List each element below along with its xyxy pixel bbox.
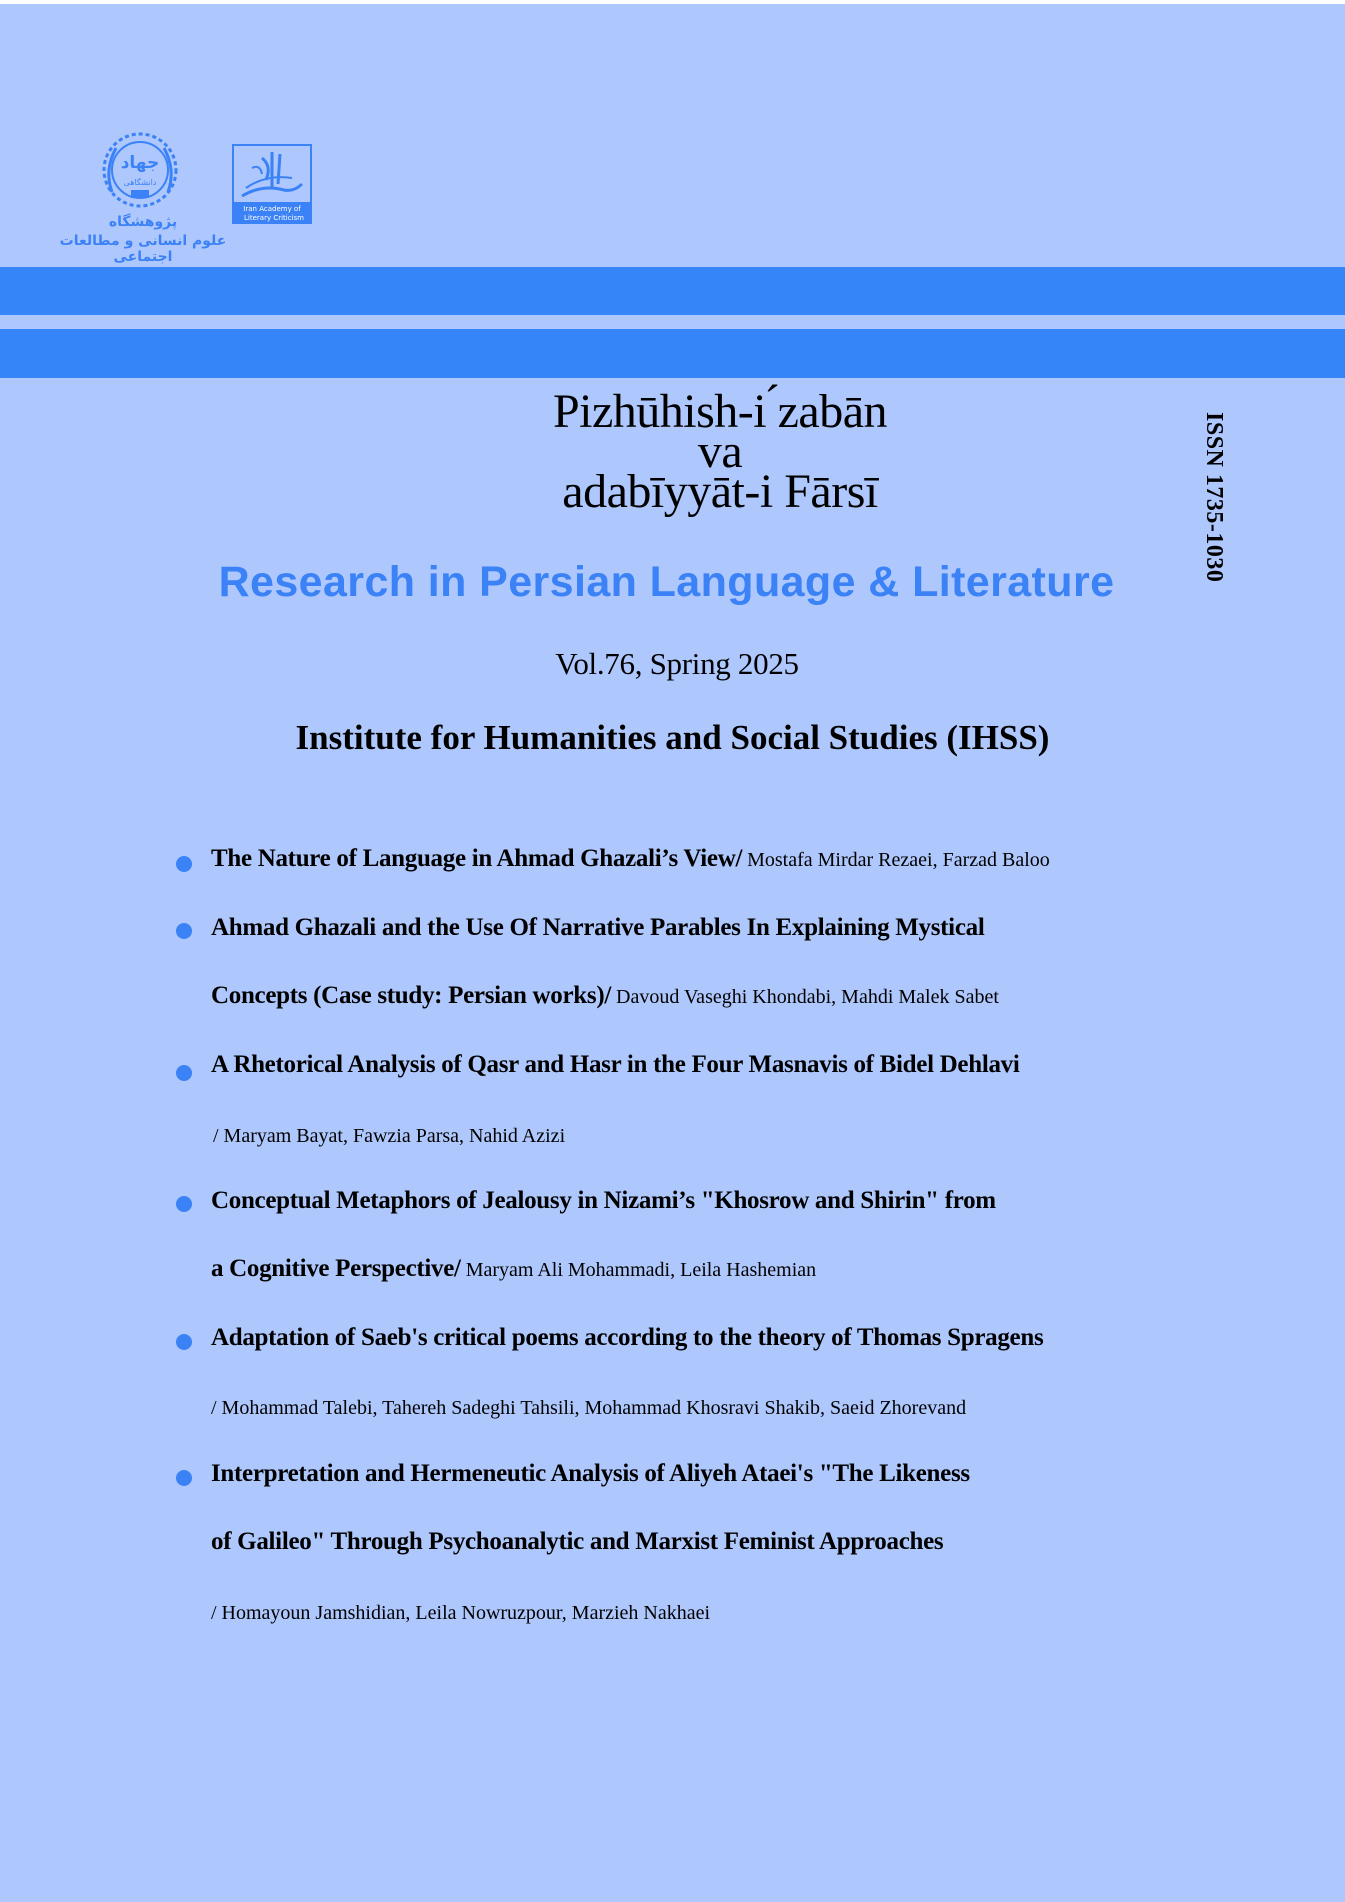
article-title-cont: of Galileo" Through Psychoanalytic and Marxist Feminist Approaches [211, 1528, 944, 1555]
institute-logo [48, 126, 238, 265]
article-authors: / Maryam Bayat, Fawzia Parsa, Nahid Azizi [213, 1125, 566, 1147]
bullet-icon [176, 1334, 192, 1350]
bullet-icon [176, 1196, 192, 1212]
academy-emblem-icon [232, 144, 312, 224]
emblem-word: جهاد [120, 153, 160, 173]
article-1[interactable] [211, 845, 1050, 873]
article-3[interactable] [211, 1051, 1020, 1079]
article-title: A Rhetorical Analysis of Qasr and Hasr in the Four Masnavis of Bidel Dehlavi [211, 1051, 1020, 1078]
journal-title [0, 558, 1345, 607]
article-4-cont[interactable] [211, 1255, 816, 1283]
top-edge [0, 0, 1345, 4]
article-authors: Davoud Vaseghi Khondabi, Mahdi Malek Sabet [611, 986, 999, 1008]
header-band-top [0, 267, 1345, 315]
emblem-sub: دانشگاهی [123, 178, 157, 187]
article-6-authors[interactable] [211, 1598, 710, 1626]
article-5[interactable] [211, 1324, 1043, 1352]
article-title: Conceptual Metaphors of Jealousy in Nizami’s "Khosrow and Shirin" from [211, 1187, 996, 1214]
bullet-icon [176, 1470, 192, 1486]
bullet-icon [176, 856, 192, 872]
article-title: Ahmad Ghazali and the Use Of Narrative Parables In Explaining Mystical [211, 914, 985, 941]
institute-name-line1: پژوهشگاه [108, 214, 178, 230]
publisher-name [0, 718, 1345, 758]
publisher-text: Institute for Humanities and Social Studies (IHSS) [295, 718, 1050, 757]
transliterated-title [440, 385, 1000, 518]
article-authors: Maryam Ali Mohammadi, Leila Hashemian [460, 1259, 817, 1281]
jihad-emblem-icon [94, 130, 186, 214]
article-title: Interpretation and Hermeneutic Analysis of Aliyeh Ataei's "The Likeness [211, 1460, 970, 1487]
institute-name-line2: علوم انسانی و مطالعات اجتماعی [59, 233, 227, 265]
bullet-icon [176, 1065, 192, 1081]
volume-info [0, 646, 1345, 682]
academy-logo [232, 144, 312, 224]
article-authors: / Mohammad Talebi, Tahereh Sadeghi Tahsili, Mohammad Khosravi Shakib, Saeid Zhorevand [211, 1397, 967, 1419]
article-title: The Nature of Language in Ahmad Ghazali’s View/ [211, 845, 743, 872]
volume-text: Vol.76, Spring 2025 [555, 646, 799, 681]
article-authors: Mostafa Mirdar Rezaei, Farzad Baloo [742, 849, 1050, 871]
article-6-cont[interactable] [211, 1528, 943, 1556]
academy-line1: Iran Academy of [243, 205, 301, 213]
article-2[interactable] [211, 914, 984, 942]
bullet-icon [176, 923, 192, 939]
article-title: Adaptation of Saeb's critical poems according to the theory of Thomas Spragens [211, 1324, 1044, 1351]
article-2-cont[interactable] [211, 982, 999, 1010]
article-3-cont[interactable] [213, 1121, 565, 1149]
translit-line2: va [697, 425, 743, 478]
translit-line1: Pizhūhish-i ́zabān [552, 385, 888, 438]
article-6[interactable] [211, 1460, 970, 1488]
article-title-cont: a Cognitive Perspective/ [211, 1255, 461, 1282]
translit-line3: adabīyyāt-i Fārsī [562, 465, 878, 518]
article-title-cont: Concepts (Case study: Persian works)/ [211, 982, 611, 1009]
article-authors: / Homayoun Jamshidian, Leila Nowruzpour, Marzieh Nakhaei [211, 1602, 711, 1624]
article-5-cont[interactable] [211, 1393, 966, 1421]
article-4[interactable] [211, 1187, 996, 1215]
issn-number: ISSN 1735-1030 [1201, 412, 1227, 583]
header-band-bottom [0, 329, 1345, 378]
academy-line2: Literary Criticism [244, 214, 304, 222]
journal-title-text: Research in Persian Language & Literature [218, 558, 1115, 606]
